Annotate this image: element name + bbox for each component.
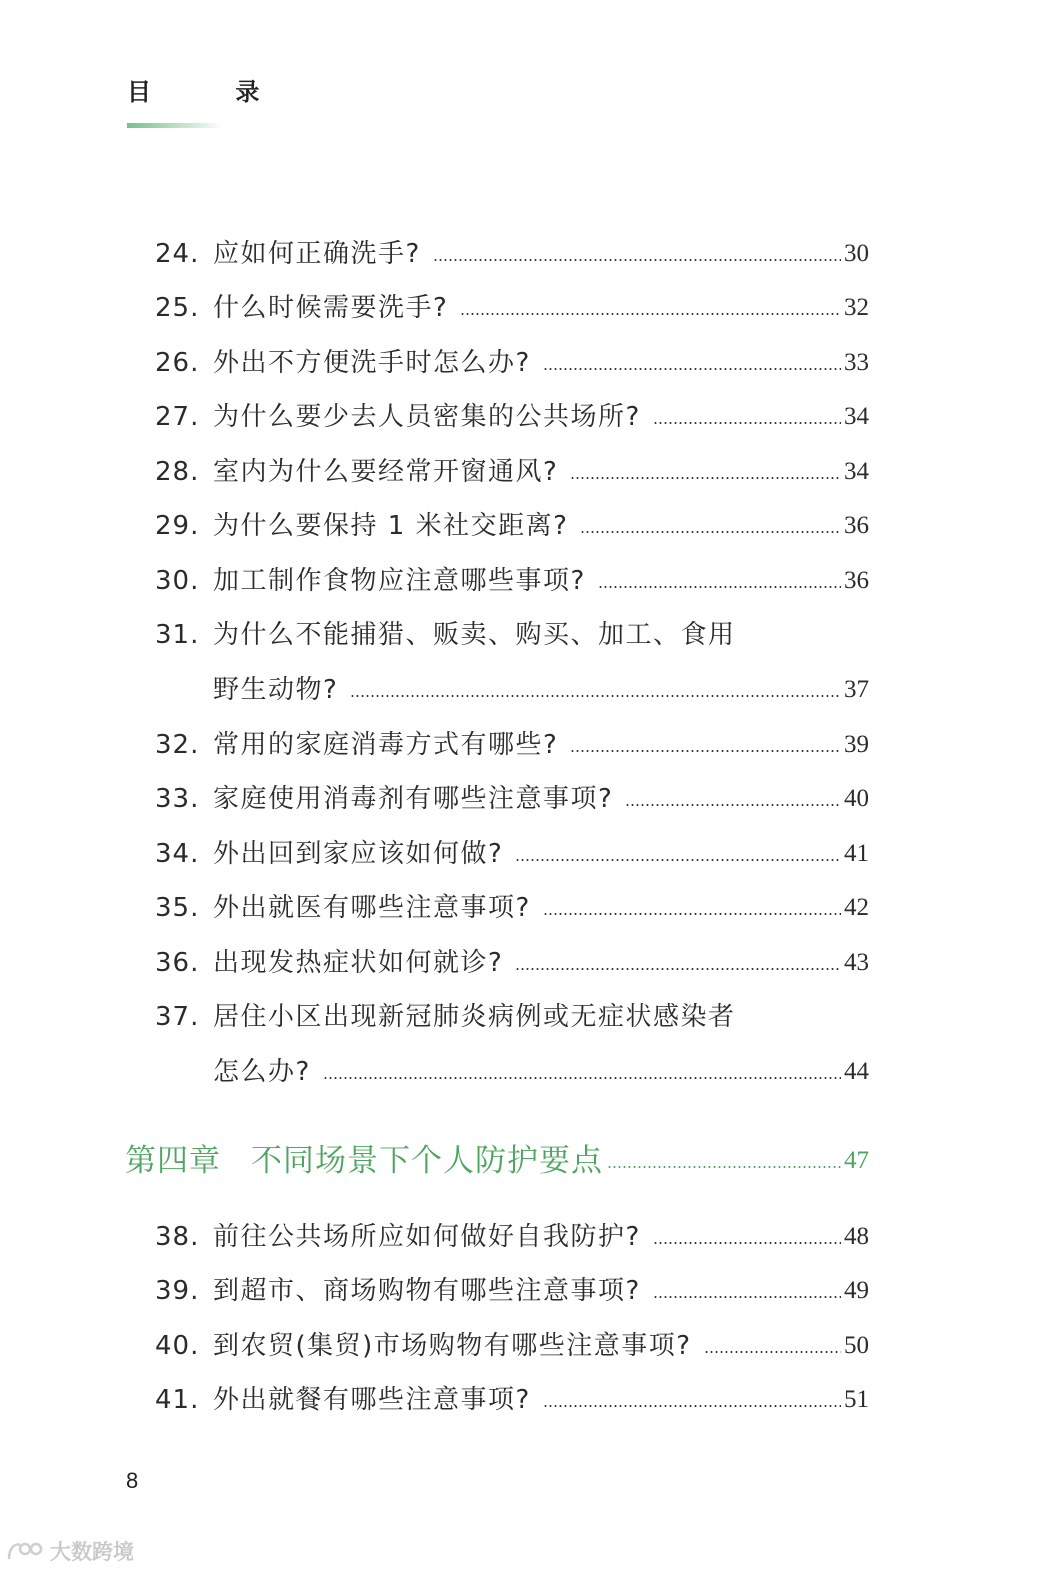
dot-leader	[350, 695, 841, 697]
dot-leader	[653, 1296, 841, 1298]
entry-title: 外出不方便洗手时怎么办?	[213, 348, 531, 378]
entry-title: 什么时候需要洗手?	[213, 293, 449, 323]
chapter-page: 47	[844, 1147, 869, 1174]
toc-entry[interactable]	[155, 234, 869, 274]
entry-title: 到超市、商场购物有哪些注意事项?	[213, 1276, 641, 1306]
dot-leader	[323, 1077, 841, 1079]
entry-page: 30	[844, 240, 869, 267]
entry-number: 24.	[155, 239, 200, 269]
entry-page: 37	[844, 676, 869, 703]
entry-number: 32.	[155, 730, 200, 760]
entry-page: 34	[844, 458, 869, 485]
entry-title: 前往公共场所应如何做好自我防护?	[213, 1222, 641, 1252]
entry-number: 41.	[155, 1385, 200, 1415]
toc-entry[interactable]	[155, 506, 869, 546]
entry-number: 40.	[155, 1331, 200, 1361]
toc-entry[interactable]	[155, 343, 869, 383]
dot-leader	[580, 531, 841, 533]
dot-leader	[625, 804, 841, 806]
dot-leader	[653, 1242, 841, 1244]
toc-entry[interactable]	[155, 1326, 869, 1366]
entry-title: 外出就餐有哪些注意事项?	[213, 1385, 531, 1415]
toc-entry-continuation[interactable]	[213, 1052, 869, 1092]
dot-leader	[570, 477, 841, 479]
entry-number: 38.	[155, 1222, 200, 1252]
toc-entry[interactable]	[155, 1380, 869, 1420]
entry-title: 室内为什么要经常开窗通风?	[213, 457, 559, 487]
entry-title-continuation: 怎么办?	[213, 1057, 311, 1087]
dot-leader	[704, 1351, 841, 1353]
entry-number: 25.	[155, 293, 200, 323]
dot-leader	[433, 259, 841, 261]
watermark	[6, 1537, 134, 1565]
toc-entry[interactable]	[155, 452, 869, 492]
page-number: 8	[126, 1468, 139, 1493]
entry-title: 家庭使用消毒剂有哪些注意事项?	[213, 784, 614, 814]
toc-entry[interactable]	[155, 615, 869, 655]
entry-number: 36.	[155, 948, 200, 978]
entry-number: 34.	[155, 839, 200, 869]
entry-title: 加工制作食物应注意哪些事项?	[213, 566, 586, 596]
toc-entry[interactable]	[155, 888, 869, 928]
entry-title: 外出就医有哪些注意事项?	[213, 893, 531, 923]
entry-page: 50	[844, 1332, 869, 1359]
entry-page: 43	[844, 949, 869, 976]
entry-number: 37.	[155, 1002, 200, 1032]
watermark-text: 大数跨境	[50, 1540, 134, 1564]
entry-page: 41	[844, 840, 869, 867]
entry-page: 32	[844, 294, 869, 321]
entry-title-continuation: 野生动物?	[213, 675, 339, 705]
entry-title: 出现发热症状如何就诊?	[213, 948, 504, 978]
toc-entry[interactable]	[155, 397, 869, 437]
dot-leader	[570, 750, 841, 752]
entry-page: 49	[844, 1277, 869, 1304]
entry-page: 34	[844, 403, 869, 430]
entry-page: 33	[844, 349, 869, 376]
entry-title: 应如何正确洗手?	[213, 239, 421, 269]
entry-number: 35.	[155, 893, 200, 923]
watermark-logo-icon	[6, 1539, 46, 1563]
entry-number: 39.	[155, 1276, 200, 1306]
toc-entry-continuation[interactable]	[213, 670, 869, 710]
dot-leader	[543, 913, 841, 915]
dot-leader	[653, 422, 841, 424]
chapter-heading[interactable]	[125, 1140, 869, 1182]
dot-leader	[460, 313, 841, 315]
toc-entry[interactable]	[155, 288, 869, 328]
entry-page: 51	[844, 1386, 869, 1413]
toc-entry[interactable]	[155, 779, 869, 819]
entry-number: 30.	[155, 566, 200, 596]
entry-page: 36	[844, 512, 869, 539]
entry-page: 39	[844, 731, 869, 758]
dot-leader	[515, 968, 841, 970]
dot-leader	[607, 1166, 841, 1168]
entry-title: 居住小区出现新冠肺炎病例或无症状感染者	[213, 1002, 736, 1032]
entry-page: 36	[844, 567, 869, 594]
toc-entry[interactable]	[155, 1271, 869, 1311]
header-underline	[127, 123, 223, 128]
entry-page: 44	[844, 1058, 869, 1085]
chapter-title: 不同场景下个人防护要点	[251, 1143, 603, 1179]
dot-leader	[598, 586, 841, 588]
toc-entry[interactable]	[155, 834, 869, 874]
entry-title: 常用的家庭消毒方式有哪些?	[213, 730, 559, 760]
toc-entry[interactable]	[155, 943, 869, 983]
entry-title: 到农贸(集贸)市场购物有哪些注意事项?	[213, 1331, 692, 1361]
dot-leader	[543, 368, 841, 370]
toc-entry[interactable]	[155, 561, 869, 601]
entry-title: 为什么不能捕猎、贩卖、购买、加工、食用	[213, 620, 736, 650]
entry-number: 28.	[155, 457, 200, 487]
entry-page: 48	[844, 1223, 869, 1250]
entry-title: 为什么要少去人员密集的公共场所?	[213, 402, 641, 432]
entry-title: 外出回到家应该如何做?	[213, 839, 504, 869]
entry-number: 26.	[155, 348, 200, 378]
toc-entry[interactable]	[155, 725, 869, 765]
entry-title: 为什么要保持 1 米社交距离?	[213, 511, 569, 541]
dot-leader	[543, 1405, 841, 1407]
toc-entry[interactable]	[155, 997, 869, 1037]
dot-leader	[515, 859, 841, 861]
entry-number: 33.	[155, 784, 200, 814]
entry-page: 42	[844, 894, 869, 921]
toc-entry[interactable]	[155, 1217, 869, 1257]
entry-number: 31.	[155, 620, 200, 650]
entry-number: 29.	[155, 511, 200, 541]
entry-page: 40	[844, 785, 869, 812]
chapter-label: 第四章	[125, 1143, 221, 1179]
entry-number: 27.	[155, 402, 200, 432]
page-title: 目 录	[127, 78, 298, 106]
